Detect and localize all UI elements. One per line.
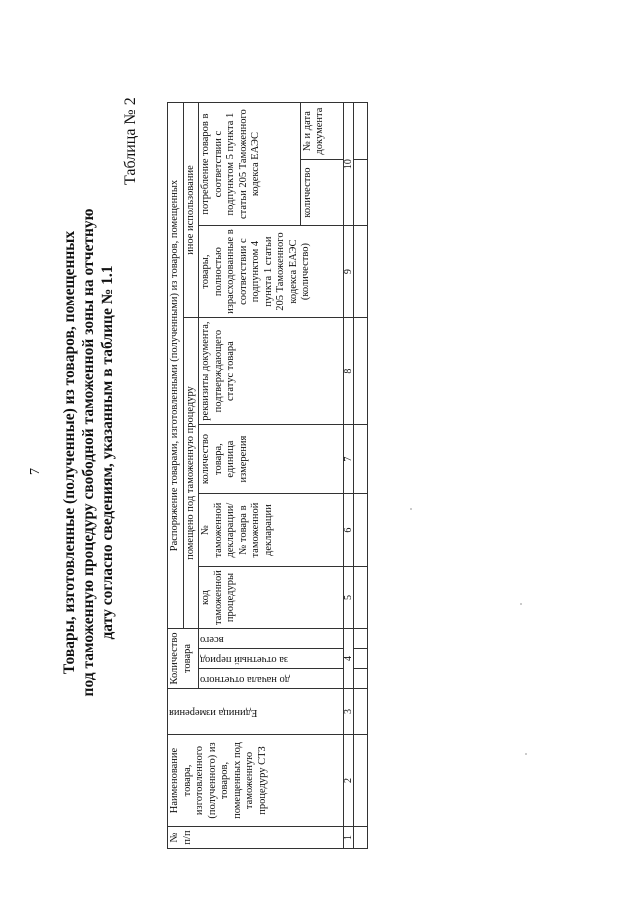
table-label: Таблица № 2 [122, 97, 139, 185]
col-number: 1 [344, 827, 354, 849]
col-number: 6 [344, 494, 354, 567]
title-line-2: под таможенную процедуру свободной таможенной зоны на отчетную [80, 208, 97, 697]
title-line-1: Товары, изготовленные (полученные) из товаров, помещенных [61, 230, 78, 675]
header-qty: Количество товара [168, 629, 199, 689]
header-docnum: № и дата документа [300, 103, 343, 160]
table-row [354, 103, 368, 849]
scan-speck [410, 508, 412, 510]
header-qty-unit: количество товара, единица измерения [199, 425, 344, 494]
col-number: 10 [344, 103, 354, 226]
header-unit: Единица измерения [168, 689, 344, 735]
report-table [167, 102, 368, 849]
scan-speck [525, 753, 527, 755]
header-disposal: Распоряжение товарами, изготовленными (полученными) из товаров, помещенных [168, 103, 184, 629]
header-decl: № таможенной декларации/ № товара в таможенной декларации [199, 494, 344, 567]
scan-speck [520, 603, 522, 605]
header-qty-start: до начала отчетного [199, 669, 344, 689]
header-name: Наименование товара, изготовленного (полученного) из товаров, помещенных под таможенную процедуру СТЗ [168, 735, 344, 827]
header-consumption: потребление товаров в соответствии с подпунктом 5 пункта 1 статьи 205 Таможенного кодекса ЕАЭС [199, 103, 301, 226]
header-no: № п/п [168, 827, 344, 849]
header-amount: количество [300, 160, 343, 226]
col-number: 2 [344, 735, 354, 827]
col-number: 3 [344, 689, 354, 735]
header-other: иное использование [183, 103, 199, 318]
header-qty-period: за отчетный период [199, 649, 344, 669]
col-number: 9 [344, 226, 354, 318]
page-number: 7 [28, 468, 43, 475]
header-used: товары, полностью израсходованные в соответствии с подпунктом 4 пункта 1 статьи 205 Таможенного кодекса ЕАЭС (количество) [199, 226, 344, 318]
header-doc: реквизиты документа, подтверждающего статус товара [199, 318, 344, 425]
header-placed: помещено под таможенную процедуру [183, 318, 199, 629]
title-line-3: дату согласно сведениям, указанным в таблице № 1.1 [99, 265, 116, 640]
column-numbers-row [344, 103, 354, 849]
header-qty-total: всего [199, 629, 344, 649]
col-number: 8 [344, 318, 354, 425]
col-number: 5 [344, 567, 354, 629]
header-code: код таможенной процедуры [199, 567, 344, 629]
col-number: 7 [344, 425, 354, 494]
col-number: 4 [344, 629, 354, 689]
